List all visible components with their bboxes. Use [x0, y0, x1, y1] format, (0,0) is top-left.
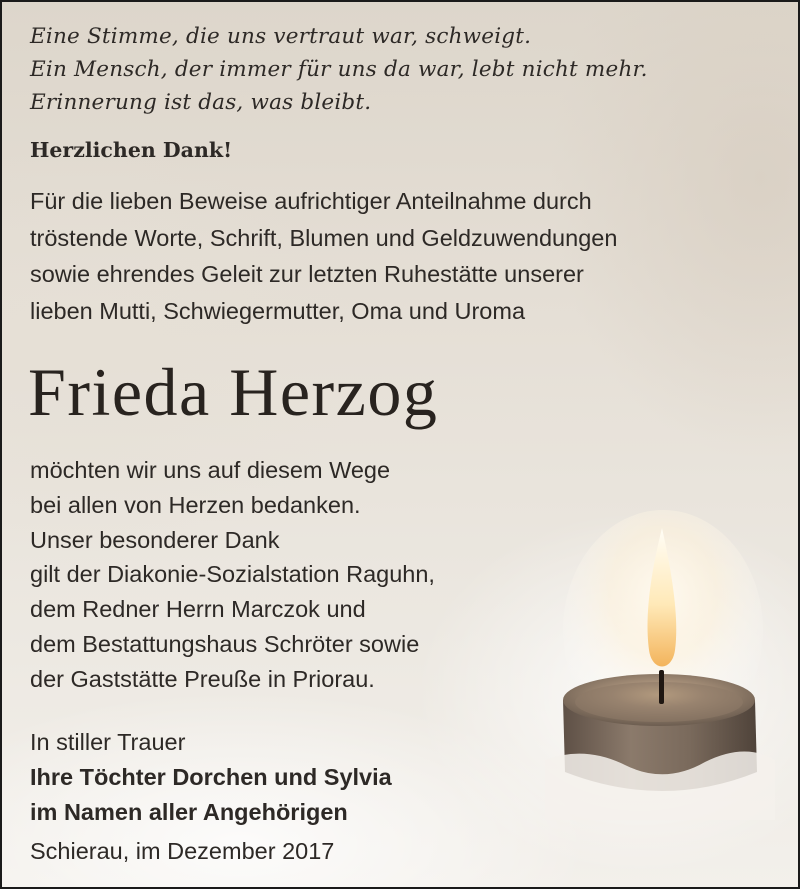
signature-line: Ihre Töchter Dorchen und Sylvia [30, 763, 392, 790]
thanks-line: Unser besonderer Dank [30, 526, 280, 553]
thanks-line: dem Redner Herrn Marczok und [30, 596, 366, 623]
motto-line: Ein Mensch, der immer für uns da war, lebt nicht mehr. [30, 57, 648, 82]
motto-line: Eine Stimme, die uns vertraut war, schweigt. [30, 24, 532, 49]
intro-line: tröstende Worte, Schrift, Blumen und Geldzuwendungen [30, 224, 618, 251]
motto-line: Erinnerung ist das, was bleibt. [30, 90, 372, 115]
intro-line: lieben Mutti, Schwiegermutter, Oma und Uroma [30, 297, 526, 324]
signature-line: im Namen aller Angehörigen [30, 798, 348, 825]
thanks-line: der Gaststätte Preuße in Priorau. [30, 665, 375, 692]
thanks-line: gilt der Diakonie-Sozialstation Raguhn, [30, 561, 435, 588]
thanks-line: dem Bestattungshaus Schröter sowie [30, 630, 420, 657]
thanks-heading: Herzlichen Dank! [30, 138, 233, 162]
thanks-line: möchten wir uns auf diesem Wege [30, 457, 391, 483]
signature-intro: In stiller Trauer [30, 729, 186, 755]
thanks-line: bei allen von Herzen bedanken. [30, 491, 361, 518]
intro-line: sowie ehrendes Geleit zur letzten Ruhestätte unserer [30, 261, 584, 287]
intro-line: Für die lieben Beweise aufrichtiger Anteilnahme durch [30, 188, 592, 214]
deceased-name: Frieda Herzog [28, 354, 439, 430]
place-date: Schierau, im Dezember 2017 [30, 838, 335, 864]
